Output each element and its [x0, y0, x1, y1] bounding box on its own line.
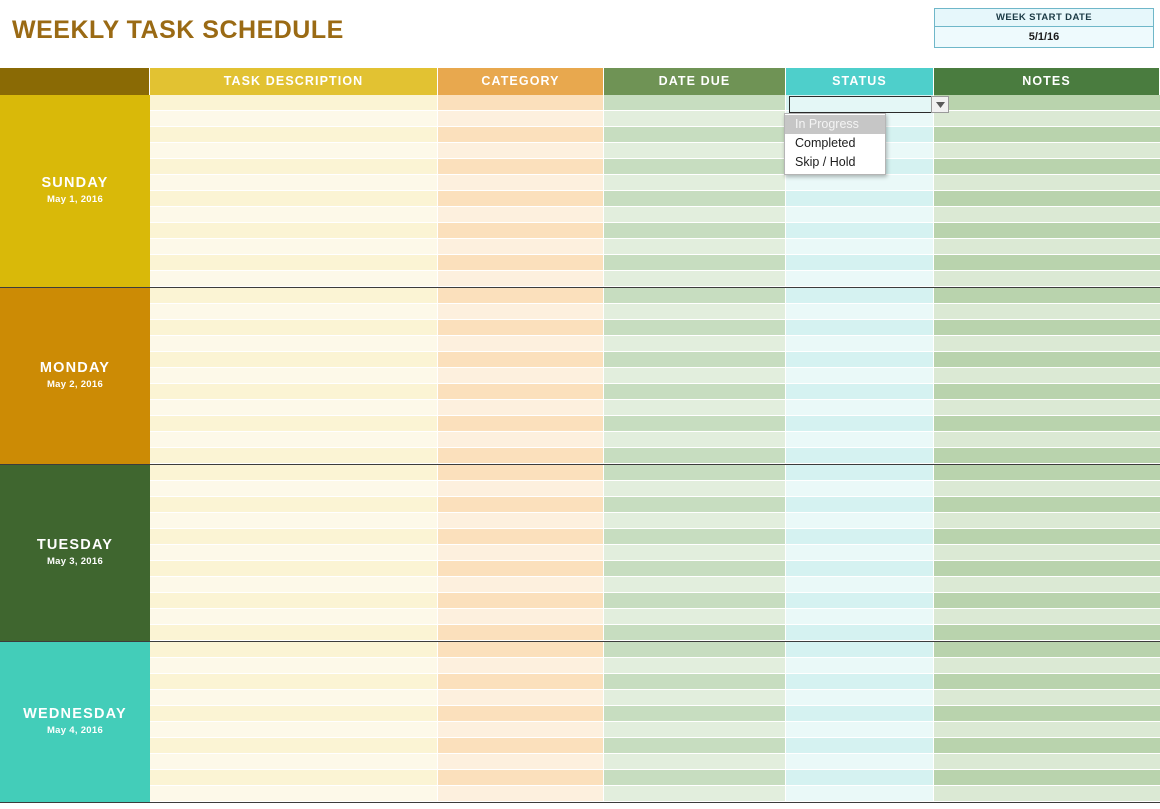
cell-notes[interactable] [934, 706, 1160, 722]
cell-category[interactable] [438, 625, 604, 641]
table-row [150, 352, 1160, 368]
table-row [150, 674, 1160, 690]
cell-task[interactable] [150, 738, 438, 754]
cell-date_due[interactable] [604, 175, 786, 191]
cell-date_due[interactable] [604, 143, 786, 159]
table-row [150, 223, 1160, 239]
cell-notes[interactable] [934, 239, 1160, 255]
cell-task[interactable] [150, 271, 438, 287]
table-row [150, 368, 1160, 384]
cell-notes[interactable] [934, 416, 1160, 432]
table-row [150, 497, 1160, 513]
cell-date_due[interactable] [604, 400, 786, 416]
cell-notes[interactable] [934, 770, 1160, 786]
cell-date_due[interactable] [604, 304, 786, 320]
table-row [150, 706, 1160, 722]
cell-status[interactable] [786, 754, 934, 770]
day-rows [150, 288, 1160, 464]
page-title: WEEKLY TASK SCHEDULE [12, 16, 344, 44]
cell-status[interactable] [786, 384, 934, 400]
cell-category[interactable] [438, 609, 604, 625]
cell-date_due[interactable] [604, 577, 786, 593]
cell-date_due[interactable] [604, 609, 786, 625]
cell-date_due[interactable] [604, 368, 786, 384]
table-row [150, 448, 1160, 464]
cell-date_due[interactable] [604, 207, 786, 223]
cell-category[interactable] [438, 320, 604, 336]
table-row [150, 561, 1160, 577]
table-row [150, 384, 1160, 400]
cell-status[interactable] [786, 336, 934, 352]
cell-task[interactable] [150, 448, 438, 464]
cell-category[interactable] [438, 674, 604, 690]
column-header-row [0, 68, 1160, 95]
day-block [0, 465, 1160, 642]
cell-date_due[interactable] [604, 770, 786, 786]
cell-task[interactable] [150, 561, 438, 577]
cell-category[interactable] [438, 288, 604, 304]
cell-status[interactable] [786, 577, 934, 593]
cell-status[interactable] [786, 529, 934, 545]
cell-date_due[interactable] [604, 674, 786, 690]
cell-category[interactable] [438, 722, 604, 738]
cell-date_due[interactable] [604, 223, 786, 239]
cell-notes[interactable] [934, 288, 1160, 304]
cell-notes[interactable] [934, 159, 1160, 175]
day-date: May 2, 2016 [46, 379, 104, 390]
column-header-task: TASK DESCRIPTION [150, 68, 438, 95]
cell-date_due[interactable] [604, 384, 786, 400]
cell-status[interactable] [786, 722, 934, 738]
status-cell-selected[interactable] [789, 96, 937, 113]
table-row [150, 288, 1160, 304]
chevron-down-icon[interactable] [931, 96, 949, 113]
cell-notes[interactable] [934, 432, 1160, 448]
cell-status[interactable] [786, 239, 934, 255]
day-name: TUESDAY [36, 537, 114, 553]
day-name: SUNDAY [41, 175, 109, 191]
column-header-day [0, 68, 150, 95]
table-row [150, 465, 1160, 481]
cell-task[interactable] [150, 175, 438, 191]
cell-category[interactable] [438, 497, 604, 513]
cell-category[interactable] [438, 191, 604, 207]
cell-status[interactable] [786, 642, 934, 658]
table-row [150, 320, 1160, 336]
column-header-category: CATEGORY [438, 68, 604, 95]
cell-notes[interactable] [934, 593, 1160, 609]
cell-status[interactable] [786, 545, 934, 561]
day-date: May 3, 2016 [46, 556, 104, 567]
table-row [150, 191, 1160, 207]
table-row [150, 143, 1160, 159]
cell-task[interactable] [150, 288, 438, 304]
cell-date_due[interactable] [604, 336, 786, 352]
cell-date_due[interactable] [604, 529, 786, 545]
cell-date_due[interactable] [604, 288, 786, 304]
cell-status[interactable] [786, 465, 934, 481]
cell-date_due[interactable] [604, 191, 786, 207]
cell-task[interactable] [150, 674, 438, 690]
cell-status[interactable] [786, 400, 934, 416]
day-block [0, 642, 1160, 803]
cell-date_due[interactable] [604, 127, 786, 143]
table-row [150, 690, 1160, 706]
cell-category[interactable] [438, 432, 604, 448]
cell-category[interactable] [438, 593, 604, 609]
table-row [150, 722, 1160, 738]
cell-task[interactable] [150, 352, 438, 368]
cell-notes[interactable] [934, 561, 1160, 577]
day-label-tuesday [0, 465, 150, 641]
cell-notes[interactable] [934, 577, 1160, 593]
cell-date_due[interactable] [604, 465, 786, 481]
cell-status[interactable] [786, 561, 934, 577]
day-name: WEDNESDAY [23, 706, 127, 722]
cell-notes[interactable] [934, 223, 1160, 239]
cell-category[interactable] [438, 239, 604, 255]
cell-date_due[interactable] [604, 271, 786, 287]
cell-status[interactable] [786, 223, 934, 239]
cell-notes[interactable] [934, 690, 1160, 706]
cell-task[interactable] [150, 706, 438, 722]
cell-task[interactable] [150, 577, 438, 593]
cell-task[interactable] [150, 770, 438, 786]
cell-task[interactable] [150, 111, 438, 127]
table-row [150, 175, 1160, 191]
cell-notes[interactable] [934, 271, 1160, 287]
cell-task[interactable] [150, 690, 438, 706]
cell-task[interactable] [150, 191, 438, 207]
cell-category[interactable] [438, 143, 604, 159]
table-row [150, 786, 1160, 802]
table-row [150, 336, 1160, 352]
table-row [150, 304, 1160, 320]
cell-status[interactable] [786, 288, 934, 304]
day-date: May 4, 2016 [46, 725, 104, 736]
column-header-notes: NOTES [934, 68, 1159, 95]
cell-date_due[interactable] [604, 159, 786, 175]
table-row [150, 642, 1160, 658]
week-start-date-value[interactable]: 5/1/16 [935, 27, 1153, 47]
day-name: MONDAY [39, 360, 111, 376]
day-label-monday [0, 288, 150, 464]
table-row [150, 271, 1160, 287]
table-row [150, 111, 1160, 127]
table-row [150, 577, 1160, 593]
cell-date_due[interactable] [604, 625, 786, 641]
cell-task[interactable] [150, 609, 438, 625]
cell-task[interactable] [150, 127, 438, 143]
cell-category[interactable] [438, 207, 604, 223]
cell-notes[interactable] [934, 786, 1160, 802]
cell-notes[interactable] [934, 754, 1160, 770]
table-row [150, 754, 1160, 770]
cell-notes[interactable] [934, 448, 1160, 464]
table-row [150, 738, 1160, 754]
status-option-skip-hold[interactable]: Skip / Hold [795, 155, 856, 169]
cell-notes[interactable] [934, 320, 1160, 336]
cell-date_due[interactable] [604, 111, 786, 127]
cell-task[interactable] [150, 239, 438, 255]
table-row [150, 127, 1160, 143]
cell-notes[interactable] [934, 95, 1160, 111]
cell-notes[interactable] [934, 352, 1160, 368]
cell-notes[interactable] [934, 465, 1160, 481]
cell-date_due[interactable] [604, 690, 786, 706]
schedule-grid [0, 95, 1160, 809]
cell-status[interactable] [786, 481, 934, 497]
cell-date_due[interactable] [604, 416, 786, 432]
cell-status[interactable] [786, 690, 934, 706]
day-rows [150, 465, 1160, 641]
cell-date_due[interactable] [604, 545, 786, 561]
cell-status[interactable] [786, 320, 934, 336]
cell-category[interactable] [438, 352, 604, 368]
cell-category[interactable] [438, 304, 604, 320]
day-block [0, 288, 1160, 465]
cell-notes[interactable] [934, 722, 1160, 738]
cell-task[interactable] [150, 400, 438, 416]
cell-category[interactable] [438, 690, 604, 706]
cell-task[interactable] [150, 159, 438, 175]
cell-date_due[interactable] [604, 432, 786, 448]
table-row [150, 593, 1160, 609]
cell-task[interactable] [150, 320, 438, 336]
cell-task[interactable] [150, 497, 438, 513]
cell-date_due[interactable] [604, 481, 786, 497]
cell-date_due[interactable] [604, 448, 786, 464]
table-row [150, 609, 1160, 625]
cell-category[interactable] [438, 400, 604, 416]
cell-notes[interactable] [934, 658, 1160, 674]
status-dropdown-menu[interactable] [784, 113, 886, 175]
cell-task[interactable] [150, 416, 438, 432]
day-date: May 1, 2016 [46, 194, 104, 205]
cell-task[interactable] [150, 658, 438, 674]
cell-category[interactable] [438, 481, 604, 497]
cell-status[interactable] [786, 513, 934, 529]
cell-status[interactable] [786, 432, 934, 448]
cell-status[interactable] [786, 497, 934, 513]
cell-category[interactable] [438, 738, 604, 754]
cell-status[interactable] [786, 255, 934, 271]
cell-category[interactable] [438, 529, 604, 545]
table-row [150, 239, 1160, 255]
cell-task[interactable] [150, 207, 438, 223]
cell-category[interactable] [438, 561, 604, 577]
cell-category[interactable] [438, 786, 604, 802]
cell-date_due[interactable] [604, 513, 786, 529]
cell-task[interactable] [150, 255, 438, 271]
status-option-completed[interactable]: Completed [795, 136, 856, 150]
column-header-status: STATUS [786, 68, 934, 95]
cell-category[interactable] [438, 159, 604, 175]
cell-status[interactable] [786, 368, 934, 384]
cell-notes[interactable] [934, 674, 1160, 690]
table-row [150, 529, 1160, 545]
cell-date_due[interactable] [604, 352, 786, 368]
cell-status[interactable] [786, 706, 934, 722]
cell-notes[interactable] [934, 481, 1160, 497]
cell-category[interactable] [438, 384, 604, 400]
table-row [150, 658, 1160, 674]
cell-notes[interactable] [934, 368, 1160, 384]
cell-category[interactable] [438, 545, 604, 561]
cell-status[interactable] [786, 271, 934, 287]
column-header-date-due: DATE DUE [604, 68, 786, 95]
cell-date_due[interactable] [604, 642, 786, 658]
table-row [150, 770, 1160, 786]
cell-task[interactable] [150, 754, 438, 770]
cell-date_due[interactable] [604, 95, 786, 111]
table-row [150, 625, 1160, 641]
cell-status[interactable] [786, 593, 934, 609]
cell-task[interactable] [150, 384, 438, 400]
cell-task[interactable] [150, 625, 438, 641]
cell-notes[interactable] [934, 400, 1160, 416]
cell-date_due[interactable] [604, 320, 786, 336]
cell-date_due[interactable] [604, 706, 786, 722]
day-rows [150, 642, 1160, 802]
cell-category[interactable] [438, 368, 604, 384]
cell-status[interactable] [786, 609, 934, 625]
cell-category[interactable] [438, 770, 604, 786]
cell-task[interactable] [150, 545, 438, 561]
cell-task[interactable] [150, 642, 438, 658]
cell-category[interactable] [438, 416, 604, 432]
cell-category[interactable] [438, 223, 604, 239]
cell-task[interactable] [150, 513, 438, 529]
cell-notes[interactable] [934, 738, 1160, 754]
cell-category[interactable] [438, 175, 604, 191]
cell-date_due[interactable] [604, 754, 786, 770]
cell-notes[interactable] [934, 111, 1160, 127]
cell-date_due[interactable] [604, 497, 786, 513]
cell-task[interactable] [150, 465, 438, 481]
cell-task[interactable] [150, 368, 438, 384]
cell-category[interactable] [438, 336, 604, 352]
table-row [150, 416, 1160, 432]
day-label-sunday [0, 95, 150, 287]
cell-category[interactable] [438, 111, 604, 127]
cell-notes[interactable] [934, 497, 1160, 513]
cell-notes[interactable] [934, 207, 1160, 223]
cell-notes[interactable] [934, 545, 1160, 561]
cell-status[interactable] [786, 175, 934, 191]
table-row [150, 400, 1160, 416]
cell-notes[interactable] [934, 304, 1160, 320]
cell-task[interactable] [150, 722, 438, 738]
cell-task[interactable] [150, 304, 438, 320]
cell-status[interactable] [786, 658, 934, 674]
cell-status[interactable] [786, 770, 934, 786]
cell-category[interactable] [438, 448, 604, 464]
cell-status[interactable] [786, 416, 934, 432]
table-row [150, 207, 1160, 223]
cell-category[interactable] [438, 706, 604, 722]
day-label-wednesday [0, 642, 150, 802]
cell-notes[interactable] [934, 384, 1160, 400]
cell-category[interactable] [438, 577, 604, 593]
cell-notes[interactable] [934, 255, 1160, 271]
cell-notes[interactable] [934, 143, 1160, 159]
table-row [150, 255, 1160, 271]
cell-notes[interactable] [934, 529, 1160, 545]
cell-date_due[interactable] [604, 722, 786, 738]
cell-status[interactable] [786, 448, 934, 464]
cell-status[interactable] [786, 738, 934, 754]
cell-status[interactable] [786, 786, 934, 802]
cell-task[interactable] [150, 143, 438, 159]
cell-date_due[interactable] [604, 658, 786, 674]
cell-notes[interactable] [934, 609, 1160, 625]
cell-category[interactable] [438, 754, 604, 770]
cell-date_due[interactable] [604, 786, 786, 802]
cell-date_due[interactable] [604, 593, 786, 609]
cell-category[interactable] [438, 95, 604, 111]
table-row [150, 159, 1160, 175]
cell-task[interactable] [150, 223, 438, 239]
cell-category[interactable] [438, 658, 604, 674]
table-row [150, 481, 1160, 497]
cell-category[interactable] [438, 513, 604, 529]
cell-task[interactable] [150, 481, 438, 497]
cell-date_due[interactable] [604, 255, 786, 271]
cell-date_due[interactable] [604, 738, 786, 754]
cell-notes[interactable] [934, 513, 1160, 529]
cell-category[interactable] [438, 271, 604, 287]
cell-task[interactable] [150, 336, 438, 352]
cell-date_due[interactable] [604, 239, 786, 255]
table-row [150, 513, 1160, 529]
title-bar [0, 0, 1160, 68]
cell-notes[interactable] [934, 175, 1160, 191]
cell-notes[interactable] [934, 191, 1160, 207]
week-start-date-box [934, 8, 1154, 48]
table-row [150, 95, 1160, 111]
status-option-in-progress[interactable]: In Progress [785, 115, 885, 134]
cell-date_due[interactable] [604, 561, 786, 577]
cell-category[interactable] [438, 642, 604, 658]
table-row [150, 545, 1160, 561]
cell-status[interactable] [786, 674, 934, 690]
table-row [150, 432, 1160, 448]
cell-status[interactable] [786, 625, 934, 641]
cell-task[interactable] [150, 529, 438, 545]
cell-notes[interactable] [934, 625, 1160, 641]
cell-task[interactable] [150, 786, 438, 802]
cell-task[interactable] [150, 95, 438, 111]
cell-task[interactable] [150, 593, 438, 609]
cell-notes[interactable] [934, 336, 1160, 352]
cell-status[interactable] [786, 352, 934, 368]
cell-category[interactable] [438, 255, 604, 271]
cell-status[interactable] [786, 191, 934, 207]
cell-notes[interactable] [934, 127, 1160, 143]
week-start-date-label: WEEK START DATE [935, 9, 1153, 27]
cell-status[interactable] [786, 207, 934, 223]
cell-category[interactable] [438, 127, 604, 143]
day-rows [150, 95, 1160, 287]
cell-task[interactable] [150, 432, 438, 448]
day-block [0, 95, 1160, 288]
cell-notes[interactable] [934, 642, 1160, 658]
cell-status[interactable] [786, 304, 934, 320]
cell-category[interactable] [438, 465, 604, 481]
